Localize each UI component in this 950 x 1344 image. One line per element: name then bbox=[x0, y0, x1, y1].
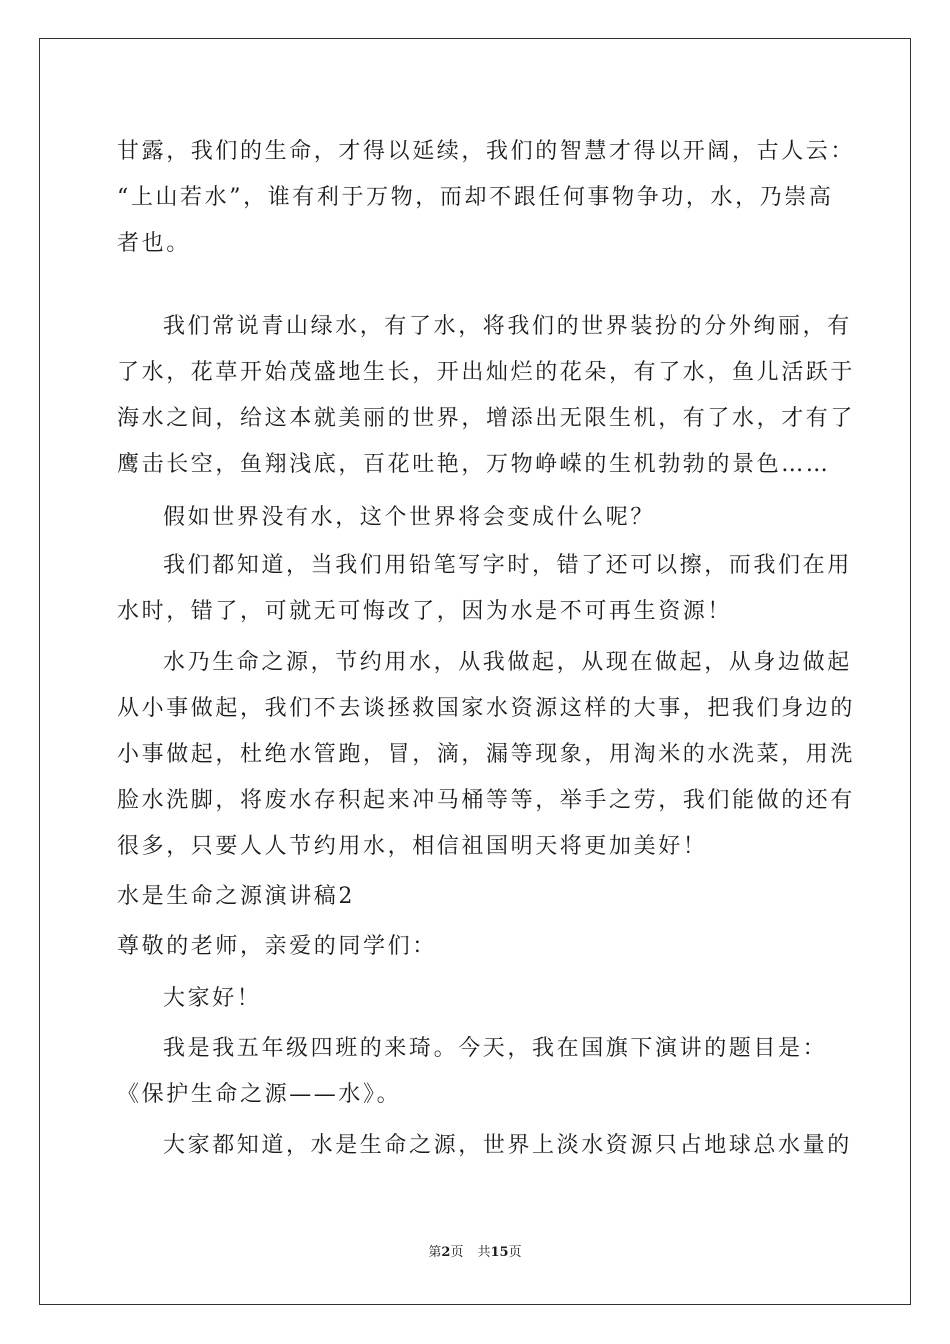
section-heading: 水是生命之源演讲稿2 bbox=[117, 884, 355, 909]
text-line: 者也。 bbox=[117, 231, 191, 256]
text-line: “上山若水”，谁有利于万物，而却不跟任何事物争功，水，乃崇高 bbox=[117, 185, 834, 210]
page-footer bbox=[0, 1244, 950, 1262]
text-line: 很多，只要人人节约用水，相信祖国明天将更加美好！ bbox=[117, 834, 708, 859]
text-line: 从小事做起，我们不去谈拯救国家水资源这样的大事，把我们身边的 bbox=[117, 696, 856, 721]
text-line: 鹰击长空，鱼翔浅底，百花吐艳，万物峥嵘的生机勃勃的景色…… bbox=[117, 452, 831, 477]
current-page-number: 2 bbox=[441, 1245, 451, 1260]
text-line: 甘露，我们的生命，才得以延续，我们的智慧才得以开阔，古人云： bbox=[117, 139, 856, 164]
page-label-suffix: 页 bbox=[450, 1245, 464, 1260]
text-line: 小事做起，杜绝水管跑，冒，滴，漏等现象，用淘米的水洗菜，用洗 bbox=[117, 742, 856, 767]
text-line: 了水，花草开始茂盛地生长，开出灿烂的花朵，有了水，鱼儿活跃于 bbox=[117, 360, 856, 385]
total-label-prefix: 共 bbox=[477, 1245, 491, 1260]
page-label-prefix: 第 bbox=[428, 1245, 442, 1260]
salutation: 尊敬的老师，亲爱的同学们： bbox=[117, 934, 437, 959]
text-line: 《保护生命之源——水》。 bbox=[117, 1082, 402, 1107]
text-line: 我们常说青山绿水，有了水，将我们的世界装扮的分外绚丽，有 bbox=[163, 314, 852, 339]
text-line: 我是我五年级四班的来琦。今天，我在国旗下演讲的题目是： bbox=[163, 1036, 828, 1061]
text-line: 脸水洗脚，将废水存积起来冲马桶等等，举手之劳，我们能做的还有 bbox=[117, 788, 856, 813]
text-line: 大家都知道，水是生命之源，世界上淡水资源只占地球总水量的 bbox=[163, 1133, 852, 1158]
text-line: 水乃生命之源，节约用水，从我做起，从现在做起，从身边做起 bbox=[163, 650, 852, 675]
text-line: 假如世界没有水，这个世界将会变成什么呢？ bbox=[163, 505, 656, 530]
total-label-suffix: 页 bbox=[508, 1245, 522, 1260]
text-line: 海水之间，给这本就美丽的世界，增添出无限生机，有了水，才有了 bbox=[117, 406, 856, 431]
total-page-count: 15 bbox=[490, 1245, 509, 1260]
text-line: 水时，错了，可就无可悔改了，因为水是不可再生资源！ bbox=[117, 599, 733, 624]
greeting: 大家好！ bbox=[163, 986, 262, 1011]
text-line: 我们都知道，当我们用铅笔写字时，错了还可以擦，而我们在用 bbox=[163, 553, 852, 578]
